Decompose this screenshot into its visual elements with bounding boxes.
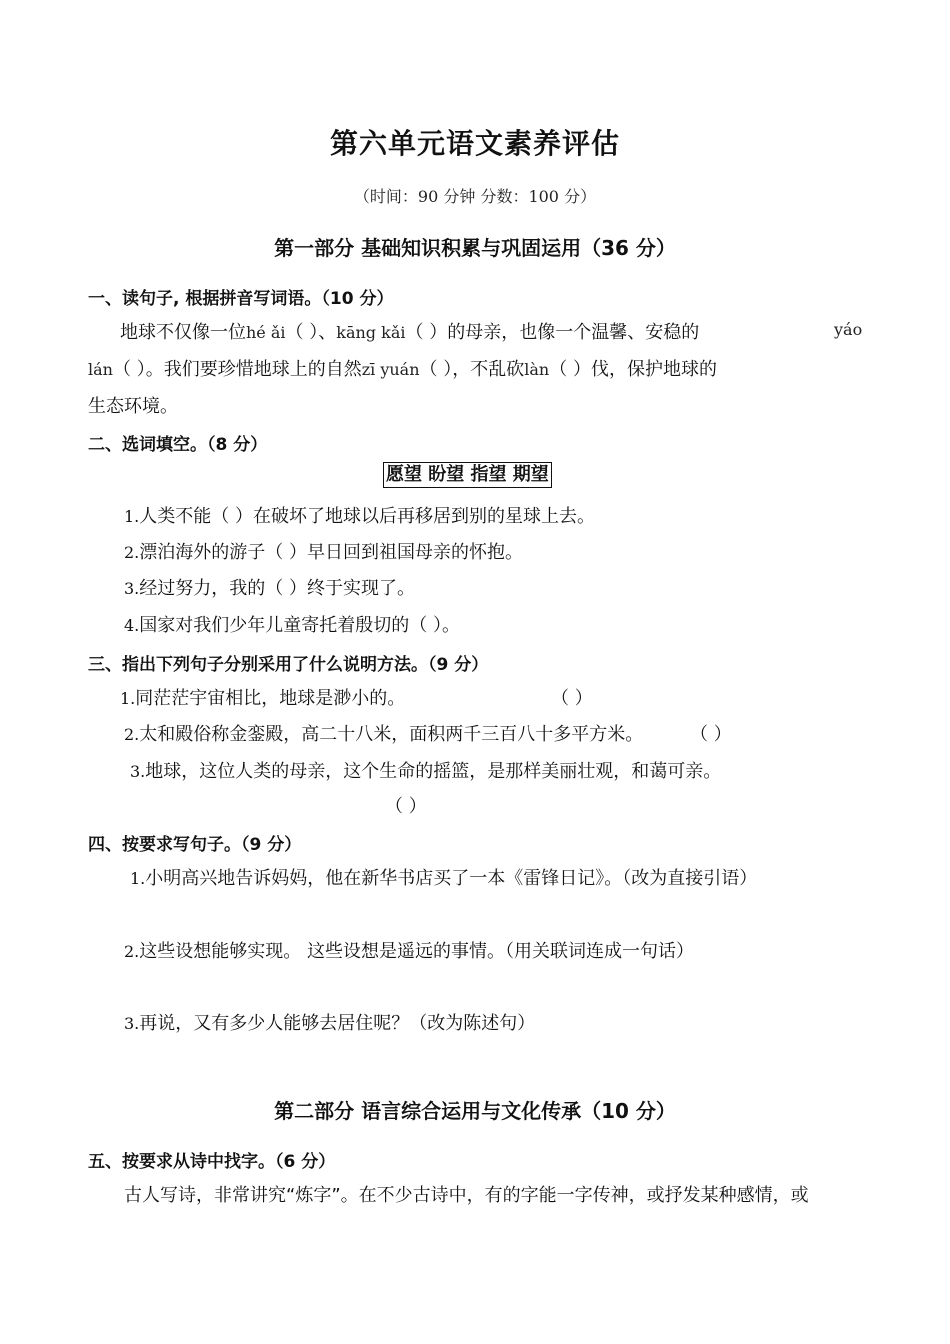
q3-item-text: 太和殿俗称金銮殿，高二十八米，面积两千三百八十多平方米。 [139, 724, 644, 745]
exam-info: （时间：90 分钟 分数：100 分） [353, 187, 597, 206]
q3-item-3 [130, 757, 721, 783]
q2-item-3 [124, 574, 415, 600]
part2-title: 第二部分 语言综合运用与文化传承（10 分） [274, 1099, 676, 1123]
q1-text-f: （ ）伐，保护地球的 [549, 359, 717, 380]
q1-line2 [88, 355, 717, 381]
q2-item-number: 1. [124, 507, 140, 526]
q3-item-2 [124, 720, 643, 746]
q1-text-b: （ ）、 [285, 322, 337, 343]
q2-item-text: 国家对我们少年儿童寄托着殷切的（ ）。 [139, 615, 460, 636]
q4-item-number: 2. [124, 942, 140, 961]
pinyin-2: kāng kǎi [336, 323, 406, 342]
pinyin-5: làn [524, 360, 550, 379]
q2-item-number: 2. [124, 543, 140, 562]
q4-heading: 四、按要求写句子。（9 分） [88, 835, 302, 855]
q2-item-text: 经过努力，我的（ ）终于实现了。 [139, 578, 415, 599]
q2-item-number: 4. [124, 616, 140, 635]
q2-item-text: 漂泊海外的游子（ ）早日回到祖国母亲的怀抱。 [139, 542, 523, 563]
word-choice-box: 愿望 盼望 指望 期望 [383, 462, 552, 488]
q2-item-1 [124, 502, 595, 528]
pinyin-1: hé ǎi [246, 323, 286, 342]
q1-text-c: （ ）的母亲，也像一个温馨、安稳的 [405, 322, 700, 343]
q3-answer-blank-3: （ ） [385, 796, 427, 817]
q3-item-1 [120, 684, 405, 710]
q1-text-d: （ ）。我们要珍惜地球上的自然 [112, 359, 362, 380]
q3-item-number: 2. [124, 725, 140, 744]
q4-item-text: 再说，又有多少人能够去居住呢？（改为陈述句） [139, 1013, 536, 1034]
pinyin-3b: lán [88, 360, 113, 379]
q1-line3: 生态环境。 [88, 396, 178, 417]
q3-item-number: 3. [130, 762, 146, 781]
q4-item-text: 这些设想能够实现。 这些设想是遥远的事情。（用关联词连成一句话） [139, 941, 694, 962]
q3-heading: 三、指出下列句子分别采用了什么说明方法。（9 分） [88, 655, 489, 675]
q2-item-4 [124, 611, 460, 637]
q3-item-text: 同茫茫宇宙相比，地球是渺小的。 [135, 688, 406, 709]
q5-paragraph: 古人写诗，非常讲究“炼字”。在不少古诗中，有的字能一字传神，或抒发某种感情，或 [124, 1185, 809, 1206]
q1-text-e: （ ），不乱砍 [419, 359, 525, 380]
q4-item-text: 小明高兴地告诉妈妈，他在新华书店买了一本《雷锋日记》。（改为直接引语） [145, 868, 758, 889]
q3-item-text: 地球，这位人类的母亲，这个生命的摇篮，是那样美丽壮观，和蔼可亲。 [145, 761, 722, 782]
q5-heading: 五、按要求从诗中找字。（6 分） [88, 1152, 336, 1172]
q2-item-number: 3. [124, 579, 140, 598]
q4-item-2 [124, 937, 694, 963]
q4-item-1 [130, 864, 757, 890]
pinyin-3: yáo [834, 320, 863, 339]
q3-item-number: 1. [120, 689, 136, 708]
q1-heading: 一、读句子, 根据拼音写词语。（10 分） [88, 289, 394, 309]
q4-item-number: 3. [124, 1014, 140, 1033]
q2-item-2 [124, 538, 523, 564]
q4-item-3 [124, 1009, 535, 1035]
q1-text-a: 地球不仅像一位 [120, 322, 246, 343]
part1-title: 第一部分 基础知识积累与巩固运用（36 分） [274, 236, 676, 260]
q2-item-text: 人类不能（ ）在破坏了地球以后再移居到别的星球上去。 [139, 506, 595, 527]
q4-item-number: 1. [130, 869, 146, 888]
pinyin-4: zī yuán [361, 360, 420, 379]
q2-heading: 二、选词填空。（8 分） [88, 435, 268, 455]
q1-line1 [120, 318, 699, 344]
q3-answer-blank-2: （ ） [690, 724, 732, 745]
q3-answer-blank-1: （ ） [551, 688, 593, 709]
page-title: 第六单元语文素养评估 [329, 127, 620, 160]
